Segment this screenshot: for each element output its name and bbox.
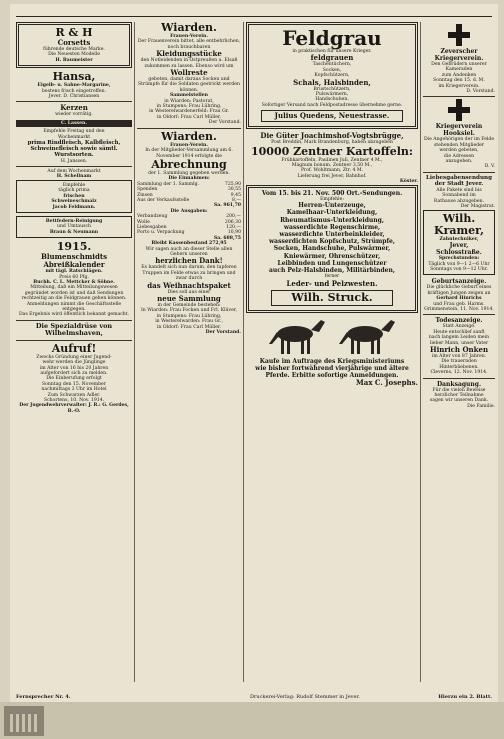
notice-dank [423,381,495,410]
ad-line: Auf dem Wochenmarkt [47,169,101,175]
row-value: 10,90 [227,230,241,236]
notice-line: in Westerelwardenerfeld: Frau Gr. [149,109,229,115]
row-value: 206,30 [224,219,241,225]
divider [16,166,132,167]
notice-sign: D. V. [484,164,495,170]
ad-title: Die Spezialdrüse von Wilhelmshaven, [35,321,113,338]
ad-item: Rheumatismus-Unterkleidung, [280,216,384,224]
notice-line: wehr werden die Jünglinge [42,360,106,366]
iron-cross-icon [448,24,470,46]
ad-rh-corsetts [16,22,132,68]
notice-line: Zwecks Gründung einer Jugend- [36,354,112,360]
notice-sign: Die Familie. [467,403,495,409]
notice-line: Sonnabend im [442,193,476,199]
notice-line: Den Gebrüdern unserer [431,62,487,67]
ad-line: Anmeldungen nimmt die Geschäftsstelle entgegen. [26,301,122,312]
row-value: 9,45 [230,192,241,198]
notice-line: in Stumpens: Frau Lühring, [156,313,222,319]
ad-fleisch [16,129,132,164]
ad-subtitle: Post Breddin, Mark Brandenburg, haben abzugeben [271,140,393,146]
divider [16,340,132,341]
divider [423,378,495,379]
ad-seller: Julius Quedens, Neuestrasse. [261,110,403,122]
notice-line: Für die vielen Beweise [432,387,486,393]
notice-line: die Adressen [443,153,475,159]
ad-sign: H. Janssen. [60,158,88,164]
notice-line: den Notleidenden in Ostpreußen u. Elsaß zukommen zu lassen. Ebenso wird um [140,58,238,69]
ad-subtitle: Corsetts [57,38,91,47]
ad-item: Kniewärmer, Ohrenschützer, [283,252,381,260]
notice-title: Wiarden. [161,129,217,143]
ad-title: Blumenschmidts Abreißkalender [40,252,108,270]
ad-item: wasserdichte Regenschirme, [283,223,381,231]
notice-liebesgaben [423,175,495,210]
notice-title: Todesanzeige. [435,317,483,325]
column-1 [16,22,132,682]
ad-line: täglich prima [58,188,90,194]
notice-line: Es handelt sich nun darum, den tapferen Truppen im Felde etwas zu bringen und zwar durch [141,265,237,282]
ad-line: wie bisher fortwährend vierjährige und ältere [255,364,409,372]
ad-line: Empfehle: [320,196,344,202]
divider [423,96,495,97]
notice-title: Liebesgabensendung der Stadt Jever. [425,174,493,188]
notice-line: in Westerelwarden: Frau Gr., [155,319,223,325]
notice-subtitle: Frauen-Verein. [170,142,208,148]
notice-line: Alle Pakete sind bis [436,188,482,194]
ad-item: Handschuhen. [315,97,349,103]
ad-reinigung [16,216,132,238]
ad-kramer [423,210,495,276]
notice-line: in Stumpens: Frau Lühring, [156,104,222,110]
row-value: 8,— [232,197,241,203]
ad-title: Hansa, [52,70,96,84]
ad-name-banner: C. Lassen. [16,120,132,127]
ad-item: Taschentüchern, [312,62,352,68]
notice-line: In Wiarden: Frau Focken und Frl. Klüver, [140,308,238,314]
ad-kerzen [16,104,132,127]
notice-line: anzugeben. [445,159,473,165]
notice-line: Grimmenstein, 11. Nov. 1914. [424,306,494,312]
notice-line: im Kriegerverein. [438,83,480,89]
notice-line: Die Einberufung erfolgt [46,376,102,382]
notice-line: Rathause abzugeben. [433,198,485,204]
ad-pferde [246,316,418,387]
ad-line: Mitteilung, daß ein Mitteilungswesen [30,285,118,291]
income-total: Sa. 961,70 [213,203,241,209]
column-3 [246,22,418,682]
notice-heading: Abrechnung [151,157,227,171]
ad-item: Brustschützern, [313,86,351,92]
notice-sign: Der Jugendwehrverwalter: J. R.: G. Gerdes, B.-O. [19,403,129,414]
ad-line: Pferde. Erbitte sofortige Anmeldungen. [265,371,399,379]
notice-line: In der Mitglieder-Versammlung am 6. November 1914 erfolgte die [145,148,233,159]
notice-line: Dies soll aus einer [167,289,211,295]
ad-line: H. Baumeister [55,57,93,63]
notice-heading: herzlichen Dank! [155,256,223,266]
divider [423,172,495,173]
ad-line: wieder vorrätig. [55,112,93,118]
notice-line: Cleverns, 12. Nov. 1914. [430,370,488,376]
notice-line: im Alter von 87 Jahren. [431,353,487,359]
column-2 [137,22,241,682]
row-value: 200,— [226,214,241,220]
notice-title: Aufruf! [51,341,97,355]
notice-sign: D. Vorstand. [466,89,495,95]
notice-line: gebeten, damit daraus Socken und Strümpfe für die Soldaten gestrickt werden können. [138,77,240,93]
notice-line: und Frau geb. Harms. [433,301,485,307]
column-4 [423,22,495,682]
ad-kartoffeln [246,132,418,184]
ad-line: Magnum bonum, Zentner 3,50 M., [291,163,373,169]
notice-aufruf [16,343,132,414]
ad-line: ferner [324,274,340,280]
ad-subtitle: Eigelb- u. Sahne-Margarine, [37,83,111,89]
ad-item: Kamelhaar-Unterkleidung, [286,209,378,217]
ad-sign: Braun & Neumann [49,229,99,235]
notice-line: Sonntag den 15. d. M. [433,78,485,84]
notice-title: Geburtsanzeige. [431,278,487,286]
horse-illustration [333,316,401,356]
ad-wochenmarkt [16,169,132,180]
balance: Bleibt Kassenbestand 272,95 [151,241,227,247]
ad-line: Bettfedern-Reinigung [45,218,103,224]
ad-subtitle: mit tägl. Ratschlägen. [45,269,103,275]
notice-line: der 1. Sammlung gegeben werden. [148,170,230,176]
ad-title: Kerzen [60,103,88,113]
ad-struck [246,185,418,313]
notice-title: Wiarden. [161,22,217,34]
notice-line: im Alter von 16 bis 20 Jahren [39,365,109,371]
notice-heading: Wollreste [170,68,208,78]
ad-line: frischen [63,193,85,199]
iron-cross-icon [448,99,470,121]
notice-title: Zeverscher Kriegerverein. [434,48,484,62]
notice-sign: Der Magistrat. [460,204,495,210]
row-value: 725,90 [224,181,241,187]
notice-line: zum Andenken [441,72,477,78]
ad-sign: H. Schellnam [56,174,92,180]
ad-heading: feldgrauen [310,53,354,63]
ad-item: Kopfschützern, [314,73,350,79]
notice-geburt [423,278,495,312]
notice-sign: Der Vorstand. [208,120,241,126]
ad-line: Täglich von 9—1 2—6 Uhr [428,261,490,267]
notice-line: lieber Mann, unser Vater [429,340,489,346]
notice-line: aufgefordert sich zu melden. [40,371,108,377]
notice-wiarden-1 [137,22,241,126]
ad-seller: Wilh. Struck. [271,290,393,306]
ad-note: Lieferung frei Jever, Bahnhof. [297,173,367,179]
ad-item: Socken, [322,67,342,73]
ad-title: Feldgrau [282,26,382,50]
ad-item: Socken, Handschuhe, Pulswärmer, [273,245,391,253]
ad-address: Jever, Schlosstraße. [436,242,482,257]
row-value: 30,55 [227,187,241,193]
notice-line: in der Gemeinde bestehen: [157,303,221,309]
notice-line: Sonntag den 15. November [42,381,106,387]
notice-line: in Oldorf: Frau Carl Müller. [156,114,222,120]
ad-schmalz [16,180,132,213]
newspaper-page [10,4,498,702]
notice-subtitle: Statt Anzeige. [442,324,476,330]
ad-seller: Buchh. C. L. Mettcker & Söhne. [33,279,115,285]
notice-line: Die trauernden Hinterbliebenen. [439,359,479,370]
library-building-logo-icon [4,706,44,736]
notice-line: Wir sagen auch an dieser Stelle allen Gebern unseren [145,246,233,257]
divider [16,101,132,102]
ad-subtitle: Zahntechniker, [439,236,479,242]
ad-line: gegründet worden ist und daß Sendungen [24,290,124,296]
notice-line: Schortens, 10. Nov. 1914. [43,398,105,404]
ad-title: Die Güter Joachimshof-Vogtsbrügge, [260,131,404,141]
notice-line: nachmittags 3 Uhr im Hotel [41,387,107,393]
ad-note: Sofortiger Versand nach Feldpostadresse übernehme gerne. [261,102,403,108]
row-label: Aus der Verkaufsstelle [137,197,190,203]
row-label: Porto u. Verpackung [137,230,185,236]
ad-heading: Leder- und Pelzwesten. [286,278,378,288]
ad-sign: Max C. Josephs. [356,377,418,387]
column-divider [243,22,244,682]
notice-line: Heute entschlief sanft [433,329,485,335]
ad-title: Wilh. Kramer, [434,211,484,237]
notice-line: sagen wir unseren Dank. [429,398,489,404]
top-rule [16,16,492,17]
ad-heading: Sprechstunden: [438,256,480,262]
horse-illustration [263,316,331,356]
notice-sign: Der Vorstand. [205,330,241,336]
income-title: Die Einnahmen: [168,176,210,182]
row-label: Verbandzeug [137,214,168,220]
ad-line: Empfehle [62,182,86,188]
footer-right: Hierzu ein 2. Blatt. [438,694,492,700]
footer-center: Druckerei-Verlag: Rudolf Stemmer in Jever. [250,694,360,700]
notice-wiarden-2 [137,131,241,336]
notice-line: kräftigen Jungen zeigen an [427,290,491,296]
notice-heading: das Weihnachtspaket [147,280,231,290]
ad-heading: Schals, Halsbinden, [293,77,371,87]
ad-hansa [16,71,132,99]
expense-title: Die Ausgaben: [170,208,208,214]
ad-title: R & H [55,26,93,39]
ad-title: Vom 15. bis 21. Nov. 500 Ort.-Sendungen. [261,189,403,197]
ad-price: Preis 60 Pfg. [59,274,89,280]
notice-line: herzlicher Teilnahme [434,393,484,398]
column-divider [134,22,135,682]
divider [137,128,241,129]
ad-sign: Jacob Feldmann. [52,204,96,210]
ad-line: Prof. Wohltmann, Ztr. 4 M. [300,168,364,174]
notice-heading: neue Sammlung [157,294,221,304]
notice-line: Zum Schwarzen Adler. [47,392,101,398]
ad-item: auch Pelz-Halsbinden, Militärbinden, [269,266,395,274]
row-label: Spenden [137,187,158,193]
ad-line: Schweineschmalz [51,199,97,205]
divider [423,314,495,315]
ad-sign: Köster. [399,179,418,185]
row-label: Sammlung der 1. Sammlg. [137,181,200,187]
divider [16,320,132,321]
notice-title: Danksagung. [436,380,482,388]
notice-line: Die glückliche Geburt eines [426,285,492,291]
ad-line: Sonntags von 9—12 Uhr. [430,266,488,272]
row-label: Liebesgaben [137,224,167,230]
ad-title: Kaufe im Auftrage des Kriegsministeriums [259,357,405,365]
notice-line: Der Frauenverein bittet, alle entbehrlichen, noch brauchbaren [137,39,241,50]
ad-line: führende deutsche Marke. [43,47,105,52]
ad-line: Wochenmarkt [57,134,91,140]
ad-item: wasserdichten Kopfschutz, Strümpfe, [269,238,395,246]
notice-hooksiel [423,99,495,169]
ad-line: Die Neuesten Modelle [48,52,100,58]
notice-line: in Oldorf: Frau Carl Müller. [156,324,222,330]
row-value: 120,— [226,224,241,230]
ad-line: Empfehle Freitag und den [43,129,105,135]
ad-line: bestens frisch eingetroffen. [41,88,107,94]
notice-line: Die Angehörigen der im Felde stehenden Mitglieder [423,137,495,148]
archive-footer-strip [0,702,504,739]
ad-line: Jever. D. Christiansen [48,94,100,100]
notice-line: Gerhard Hinrichs [436,296,482,302]
ad-line: und Umtausch [57,224,91,230]
column-divider [420,22,421,682]
notice-line: in Wiarden: Pastorat, [164,98,214,104]
ad-subtitle: in praktischen für unsere Krieger. [292,49,372,54]
notice-line: Kameraden [445,67,473,73]
ad-item: wasserdichte Unterbeinkleider, [279,230,385,238]
row-label: Wolle [137,219,150,225]
notice-title: Kriegerverein Hooksiel. [435,123,483,138]
notice-heading: Kleidungsstücke [156,49,222,59]
ad-line: rechtzeitig an die Feldgrauen gehen können. [21,296,127,302]
ad-item: Leibbinden und Lungenschützer [277,259,387,267]
row-label: Zinsen [137,192,153,198]
ad-blumenschmidt [16,241,132,318]
ad-heading: 10000 Zentner Kartoffeln: [251,144,413,158]
ad-item: Pulswärmern, [315,92,349,98]
notice-zeverscher-krieger [423,24,495,94]
notice-name: Hinrich Onken [429,344,489,354]
footer-left: Fernsprecher Nr. 4. [16,694,71,700]
ad-feldgrau [246,22,418,129]
ad-item: Herren-Unterzeuge, [298,202,366,210]
ad-line: Frühkartoffeln, Paulinen Juli, Zentner 4 M., [281,157,383,163]
ad-line: Das Ergebnis wird öffentlich bekannt gemacht. [18,312,130,318]
notice-line: nach langem Leiden mein [428,335,490,341]
notice-line: werden gebeten, [439,148,479,154]
ad-year: 1915. [56,240,92,254]
ad-body: prima Rindfleisch, Kalbfleisch, Schweinefleisch sowie sämtl. Wurstsorten. [27,140,121,159]
notice-subtitle: Frauen-Verein. [170,34,208,39]
notice-heading: Sammelstellen [169,93,209,99]
notice-tod [423,317,495,375]
expense-total: Sa. 688,75 [213,235,241,241]
